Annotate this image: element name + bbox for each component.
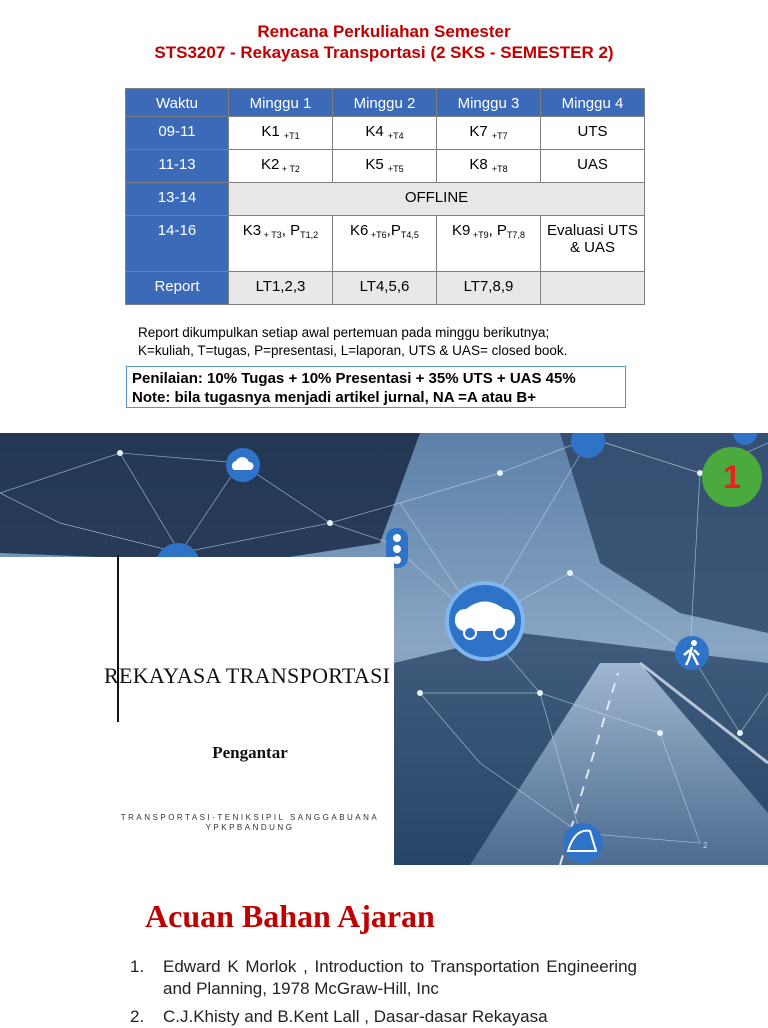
table-cell: K4 $_{+T4}$: [332, 117, 436, 150]
slide-schedule: [0, 0, 768, 430]
table-cell: UTS: [540, 117, 644, 150]
schedule-table: [125, 88, 645, 305]
slide-cover: [0, 433, 768, 865]
time-cell: 09-11: [126, 117, 229, 150]
time-cell: 13-14: [126, 183, 229, 216]
table-row: [126, 150, 645, 183]
note-line: Report dikumpulkan setiap awal pertemuan pada minggu berikutnya;: [138, 325, 550, 340]
table-cell: K1 $_{+T1}$: [228, 117, 332, 150]
header-cell: Minggu 4: [540, 89, 644, 117]
table-header-row: [126, 89, 645, 117]
table-cell: K2 $_{+ T2}$: [228, 150, 332, 183]
table-row: [126, 117, 645, 150]
slide-references: [0, 868, 768, 1024]
table-row: [126, 216, 645, 272]
report-cell: [540, 272, 644, 305]
report-cell: LT4,5,6: [332, 272, 436, 305]
reference-item: [130, 1006, 637, 1028]
table-row: [126, 272, 645, 305]
table-cell: UAS: [540, 150, 644, 183]
reference-text: C.J.Khisty and B.Kent Lall , Dasar-dasar Rekayasa: [163, 1007, 548, 1026]
header-cell: Minggu 2: [332, 89, 436, 117]
slide-number-badge: 1: [702, 447, 762, 507]
footer-line: TRANSPORTASI-TENIKSIPIL SANGGABUANA: [120, 813, 380, 822]
grading-line: Penilaian: 10% Tugas + 10% Presentasi + 35% UTS + UAS 45%: [132, 370, 576, 387]
header-cell: Waktu: [126, 89, 229, 117]
grading-box: [126, 366, 626, 408]
time-cell: 11-13: [126, 150, 229, 183]
report-cell: LT7,8,9: [436, 272, 540, 305]
course-title: STS3207 - Rekayasa Transportasi (2 SKS - SEMESTER 2): [154, 43, 614, 62]
offline-cell: OFFLINE: [228, 183, 644, 216]
reference-number: 2.: [130, 1007, 145, 1026]
reference-text: Edward K Morlok , Introduction to Transportation Engineering and Planning, 1978 McGraw-Hill, Inc: [163, 957, 637, 998]
table-row: [126, 183, 645, 216]
time-cell: Report: [126, 272, 229, 305]
header-cell: Minggu 1: [228, 89, 332, 117]
grading-note: Note: bila tugasnya menjadi artikel jurnal, NA =A atau B+: [132, 389, 536, 406]
notes: [138, 324, 567, 360]
reference-number: 1.: [130, 957, 145, 976]
cover-title: REKAYASA TRANSPORTASI: [104, 663, 391, 688]
table-cell: K3 $_{+ T3}$, $P_{T1,2}$: [228, 216, 332, 272]
cover-subtitle: Pengantar: [212, 743, 288, 762]
reference-item: [130, 956, 637, 1000]
report-cell: LT1,2,3: [228, 272, 332, 305]
page-number: 2: [703, 841, 708, 850]
cover-footer: [110, 813, 390, 833]
table-cell: K6 $_{+T6},P_{T4,5}$: [332, 216, 436, 272]
references-title: Acuan Bahan Ajaran: [145, 898, 435, 934]
table-cell: Evaluasi UTS & UAS: [540, 216, 644, 272]
schedule-title: Rencana Perkuliahan Semester: [257, 22, 511, 41]
header-cell: Minggu 3: [436, 89, 540, 117]
footer-line: YPKPBANDUNG: [205, 823, 295, 832]
table-cell: K8 $_{+T8}$: [436, 150, 540, 183]
note-line: K=kuliah, T=tugas, P=presentasi, L=laporan, UTS & UAS= closed book.: [138, 343, 568, 358]
table-cell: K7 $_{+T7}$: [436, 117, 540, 150]
table-cell: K5 $_{+T5}$: [332, 150, 436, 183]
time-cell: 14-16: [126, 216, 229, 272]
table-cell: K9 $_{+T9}$, $P_{T7,8}$: [436, 216, 540, 272]
title-divider: [117, 555, 119, 722]
